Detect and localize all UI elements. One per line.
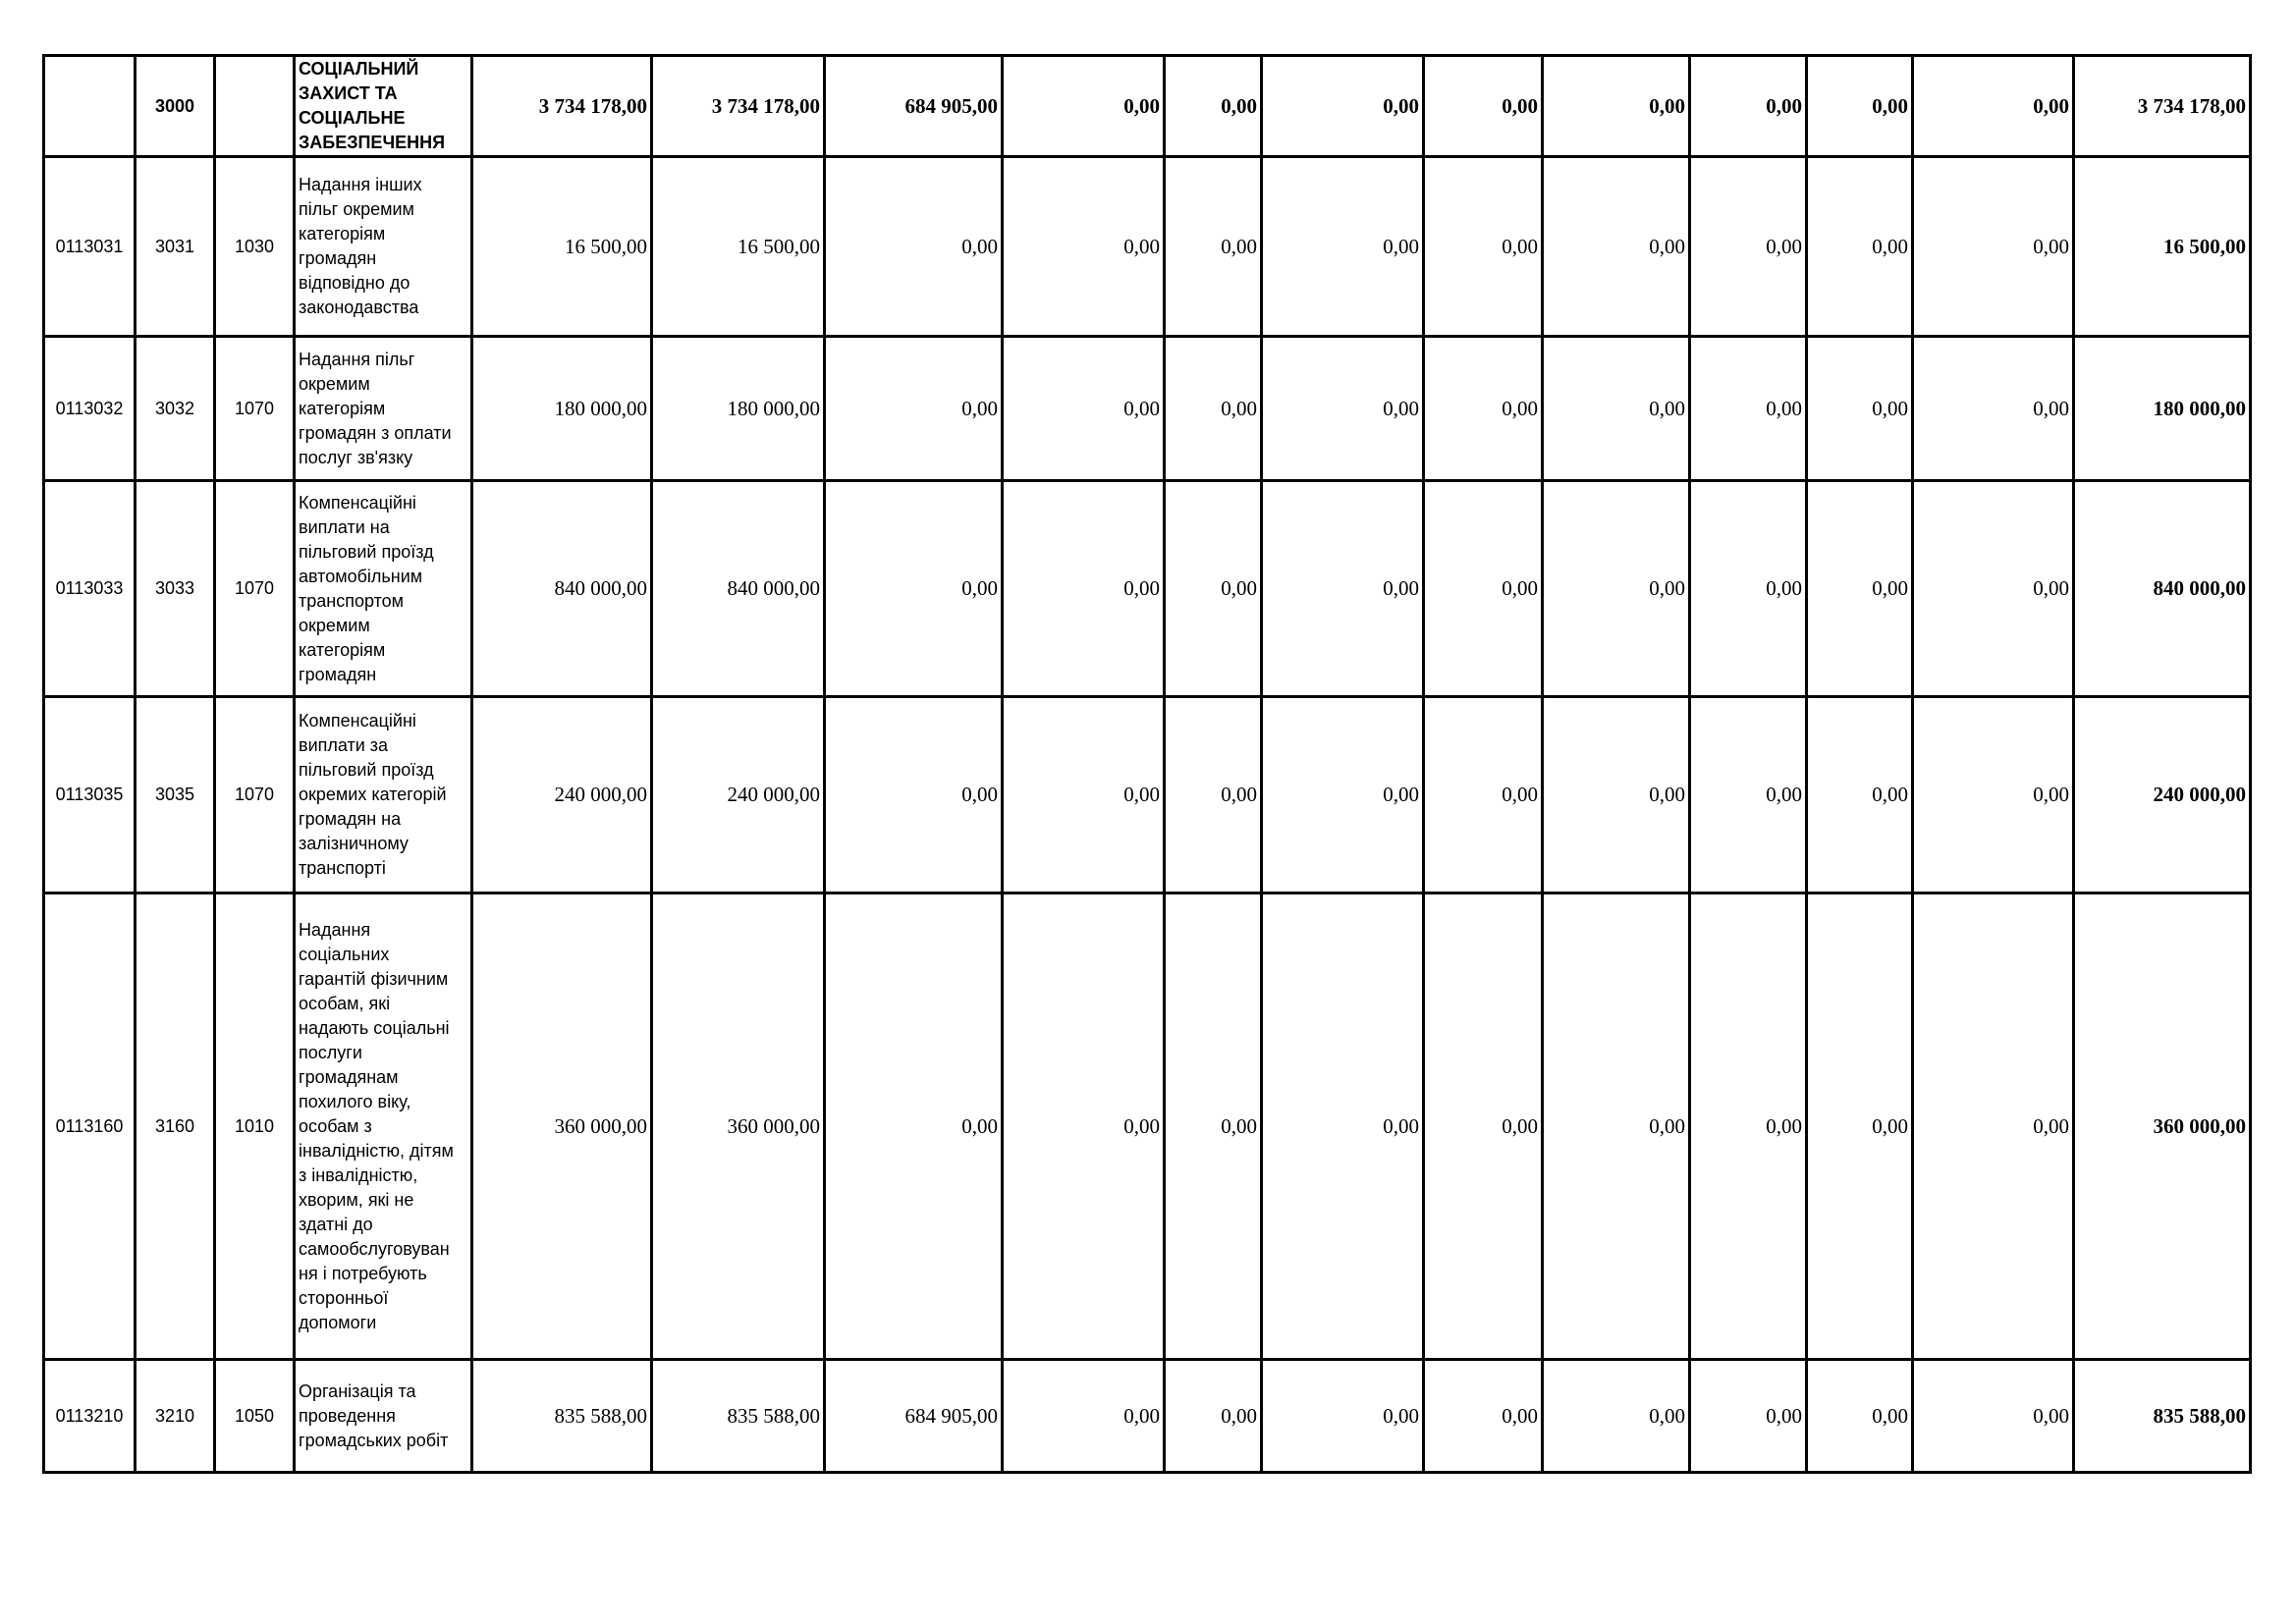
program-name-cell: СОЦІАЛЬНИЙ ЗАХИСТ ТА СОЦІАЛЬНЕ ЗАБЕЗПЕЧЕННЯ xyxy=(295,56,472,157)
total-cell: 3 734 178,00 xyxy=(2074,56,2251,157)
program-name-cell: Компенсаційні виплати за пільговий проїзд окремих категорій громадян на залізничному транспорті xyxy=(295,697,472,893)
program-code-cell: 0113033 xyxy=(44,481,136,697)
amount-cell: 0,00 xyxy=(1913,337,2074,481)
table-row xyxy=(44,1360,2251,1473)
table-row xyxy=(44,697,2251,893)
amount-cell: 0,00 xyxy=(1807,697,1913,893)
amount-cell: 360 000,00 xyxy=(472,893,652,1360)
program-code-cell xyxy=(44,56,136,157)
amount-cell: 0,00 xyxy=(1690,481,1807,697)
amount-cell: 0,00 xyxy=(1165,157,1262,337)
amount-cell: 0,00 xyxy=(1913,893,2074,1360)
amount-cell: 0,00 xyxy=(1262,157,1424,337)
amount-cell: 180 000,00 xyxy=(472,337,652,481)
total-cell: 16 500,00 xyxy=(2074,157,2251,337)
amount-cell: 0,00 xyxy=(1262,1360,1424,1473)
amount-cell: 0,00 xyxy=(1165,1360,1262,1473)
amount-cell: 0,00 xyxy=(825,697,1003,893)
amount-cell: 840 000,00 xyxy=(652,481,825,697)
amount-cell: 0,00 xyxy=(1262,337,1424,481)
amount-cell: 0,00 xyxy=(1003,157,1165,337)
amount-cell: 0,00 xyxy=(1913,481,2074,697)
table-row xyxy=(44,893,2251,1360)
kekv-code-cell: 3032 xyxy=(136,337,215,481)
fkvkb-code-cell: 1070 xyxy=(215,337,295,481)
fkvkb-code-cell: 1070 xyxy=(215,697,295,893)
amount-cell: 0,00 xyxy=(1807,893,1913,1360)
program-code-cell: 0113210 xyxy=(44,1360,136,1473)
total-cell: 180 000,00 xyxy=(2074,337,2251,481)
amount-cell: 835 588,00 xyxy=(472,1360,652,1473)
amount-cell: 0,00 xyxy=(1262,697,1424,893)
total-cell: 840 000,00 xyxy=(2074,481,2251,697)
amount-cell: 0,00 xyxy=(1913,157,2074,337)
program-name-cell: Надання пільг окремим категоріям громадян з оплати послуг зв'язку xyxy=(295,337,472,481)
amount-cell: 0,00 xyxy=(1913,56,2074,157)
amount-cell: 840 000,00 xyxy=(472,481,652,697)
program-name-cell: Надання соціальних гарантій фізичним особам, які надають соціальні послуги громадянам похилого віку, особам з інвалідністю, дітям з інвалідністю, хворим, які не здатні до самообслуговуван ня і потребують сторонньої допомоги xyxy=(295,893,472,1360)
amount-cell: 0,00 xyxy=(1690,157,1807,337)
amount-cell: 0,00 xyxy=(1424,697,1543,893)
amount-cell: 0,00 xyxy=(1003,1360,1165,1473)
amount-cell: 16 500,00 xyxy=(652,157,825,337)
amount-cell: 0,00 xyxy=(825,157,1003,337)
amount-cell: 0,00 xyxy=(1003,56,1165,157)
amount-cell: 0,00 xyxy=(1424,157,1543,337)
amount-cell: 0,00 xyxy=(1003,893,1165,1360)
amount-cell: 240 000,00 xyxy=(652,697,825,893)
table-row xyxy=(44,337,2251,481)
amount-cell: 0,00 xyxy=(1690,56,1807,157)
amount-cell: 0,00 xyxy=(1807,157,1913,337)
amount-cell: 0,00 xyxy=(1424,1360,1543,1473)
amount-cell: 0,00 xyxy=(1424,893,1543,1360)
amount-cell: 0,00 xyxy=(1543,337,1690,481)
program-code-cell: 0113031 xyxy=(44,157,136,337)
kekv-code-cell: 3035 xyxy=(136,697,215,893)
amount-cell: 0,00 xyxy=(825,893,1003,1360)
kekv-code-cell: 3160 xyxy=(136,893,215,1360)
amount-cell: 0,00 xyxy=(1913,1360,2074,1473)
amount-cell: 0,00 xyxy=(1003,697,1165,893)
amount-cell: 0,00 xyxy=(825,337,1003,481)
amount-cell: 0,00 xyxy=(1690,893,1807,1360)
amount-cell: 0,00 xyxy=(1807,56,1913,157)
amount-cell: 0,00 xyxy=(1165,893,1262,1360)
fkvkb-code-cell: 1030 xyxy=(215,157,295,337)
kekv-code-cell: 3000 xyxy=(136,56,215,157)
amount-cell: 0,00 xyxy=(1807,1360,1913,1473)
kekv-code-cell: 3033 xyxy=(136,481,215,697)
amount-cell: 0,00 xyxy=(1543,893,1690,1360)
amount-cell: 0,00 xyxy=(1543,697,1690,893)
amount-cell: 684 905,00 xyxy=(825,56,1003,157)
amount-cell: 0,00 xyxy=(1424,56,1543,157)
fkvkb-code-cell: 1070 xyxy=(215,481,295,697)
amount-cell: 0,00 xyxy=(1543,1360,1690,1473)
table-row xyxy=(44,157,2251,337)
program-name-cell: Організація та проведення громадських робіт xyxy=(295,1360,472,1473)
amount-cell: 0,00 xyxy=(1003,481,1165,697)
amount-cell: 0,00 xyxy=(1424,481,1543,697)
amount-cell: 16 500,00 xyxy=(472,157,652,337)
amount-cell: 0,00 xyxy=(1807,481,1913,697)
total-cell: 240 000,00 xyxy=(2074,697,2251,893)
amount-cell: 0,00 xyxy=(1690,697,1807,893)
program-name-cell: Надання інших пільг окремим категоріям громадян відповідно до законодавства xyxy=(295,157,472,337)
amount-cell: 0,00 xyxy=(1807,337,1913,481)
amount-cell: 0,00 xyxy=(1543,157,1690,337)
fkvkb-code-cell: 1010 xyxy=(215,893,295,1360)
amount-cell: 0,00 xyxy=(1165,481,1262,697)
budget-table xyxy=(42,54,2252,1474)
amount-cell: 360 000,00 xyxy=(652,893,825,1360)
amount-cell: 0,00 xyxy=(1262,481,1424,697)
amount-cell: 0,00 xyxy=(1690,1360,1807,1473)
amount-cell: 0,00 xyxy=(825,481,1003,697)
amount-cell: 3 734 178,00 xyxy=(652,56,825,157)
program-code-cell: 0113160 xyxy=(44,893,136,1360)
amount-cell: 684 905,00 xyxy=(825,1360,1003,1473)
total-cell: 360 000,00 xyxy=(2074,893,2251,1360)
amount-cell: 240 000,00 xyxy=(472,697,652,893)
amount-cell: 0,00 xyxy=(1424,337,1543,481)
amount-cell: 0,00 xyxy=(1165,697,1262,893)
table-row xyxy=(44,56,2251,157)
kekv-code-cell: 3210 xyxy=(136,1360,215,1473)
amount-cell: 0,00 xyxy=(1262,893,1424,1360)
table-row xyxy=(44,481,2251,697)
amount-cell: 0,00 xyxy=(1913,697,2074,893)
amount-cell: 3 734 178,00 xyxy=(472,56,652,157)
program-name-cell: Компенсаційні виплати на пільговий проїзд автомобільним транспортом окремим категоріям громадян xyxy=(295,481,472,697)
total-cell: 835 588,00 xyxy=(2074,1360,2251,1473)
amount-cell: 0,00 xyxy=(1543,481,1690,697)
program-code-cell: 0113035 xyxy=(44,697,136,893)
amount-cell: 0,00 xyxy=(1690,337,1807,481)
amount-cell: 0,00 xyxy=(1165,337,1262,481)
amount-cell: 0,00 xyxy=(1262,56,1424,157)
fkvkb-code-cell xyxy=(215,56,295,157)
amount-cell: 0,00 xyxy=(1003,337,1165,481)
fkvkb-code-cell: 1050 xyxy=(215,1360,295,1473)
amount-cell: 835 588,00 xyxy=(652,1360,825,1473)
program-code-cell: 0113032 xyxy=(44,337,136,481)
kekv-code-cell: 3031 xyxy=(136,157,215,337)
amount-cell: 0,00 xyxy=(1165,56,1262,157)
amount-cell: 180 000,00 xyxy=(652,337,825,481)
amount-cell: 0,00 xyxy=(1543,56,1690,157)
